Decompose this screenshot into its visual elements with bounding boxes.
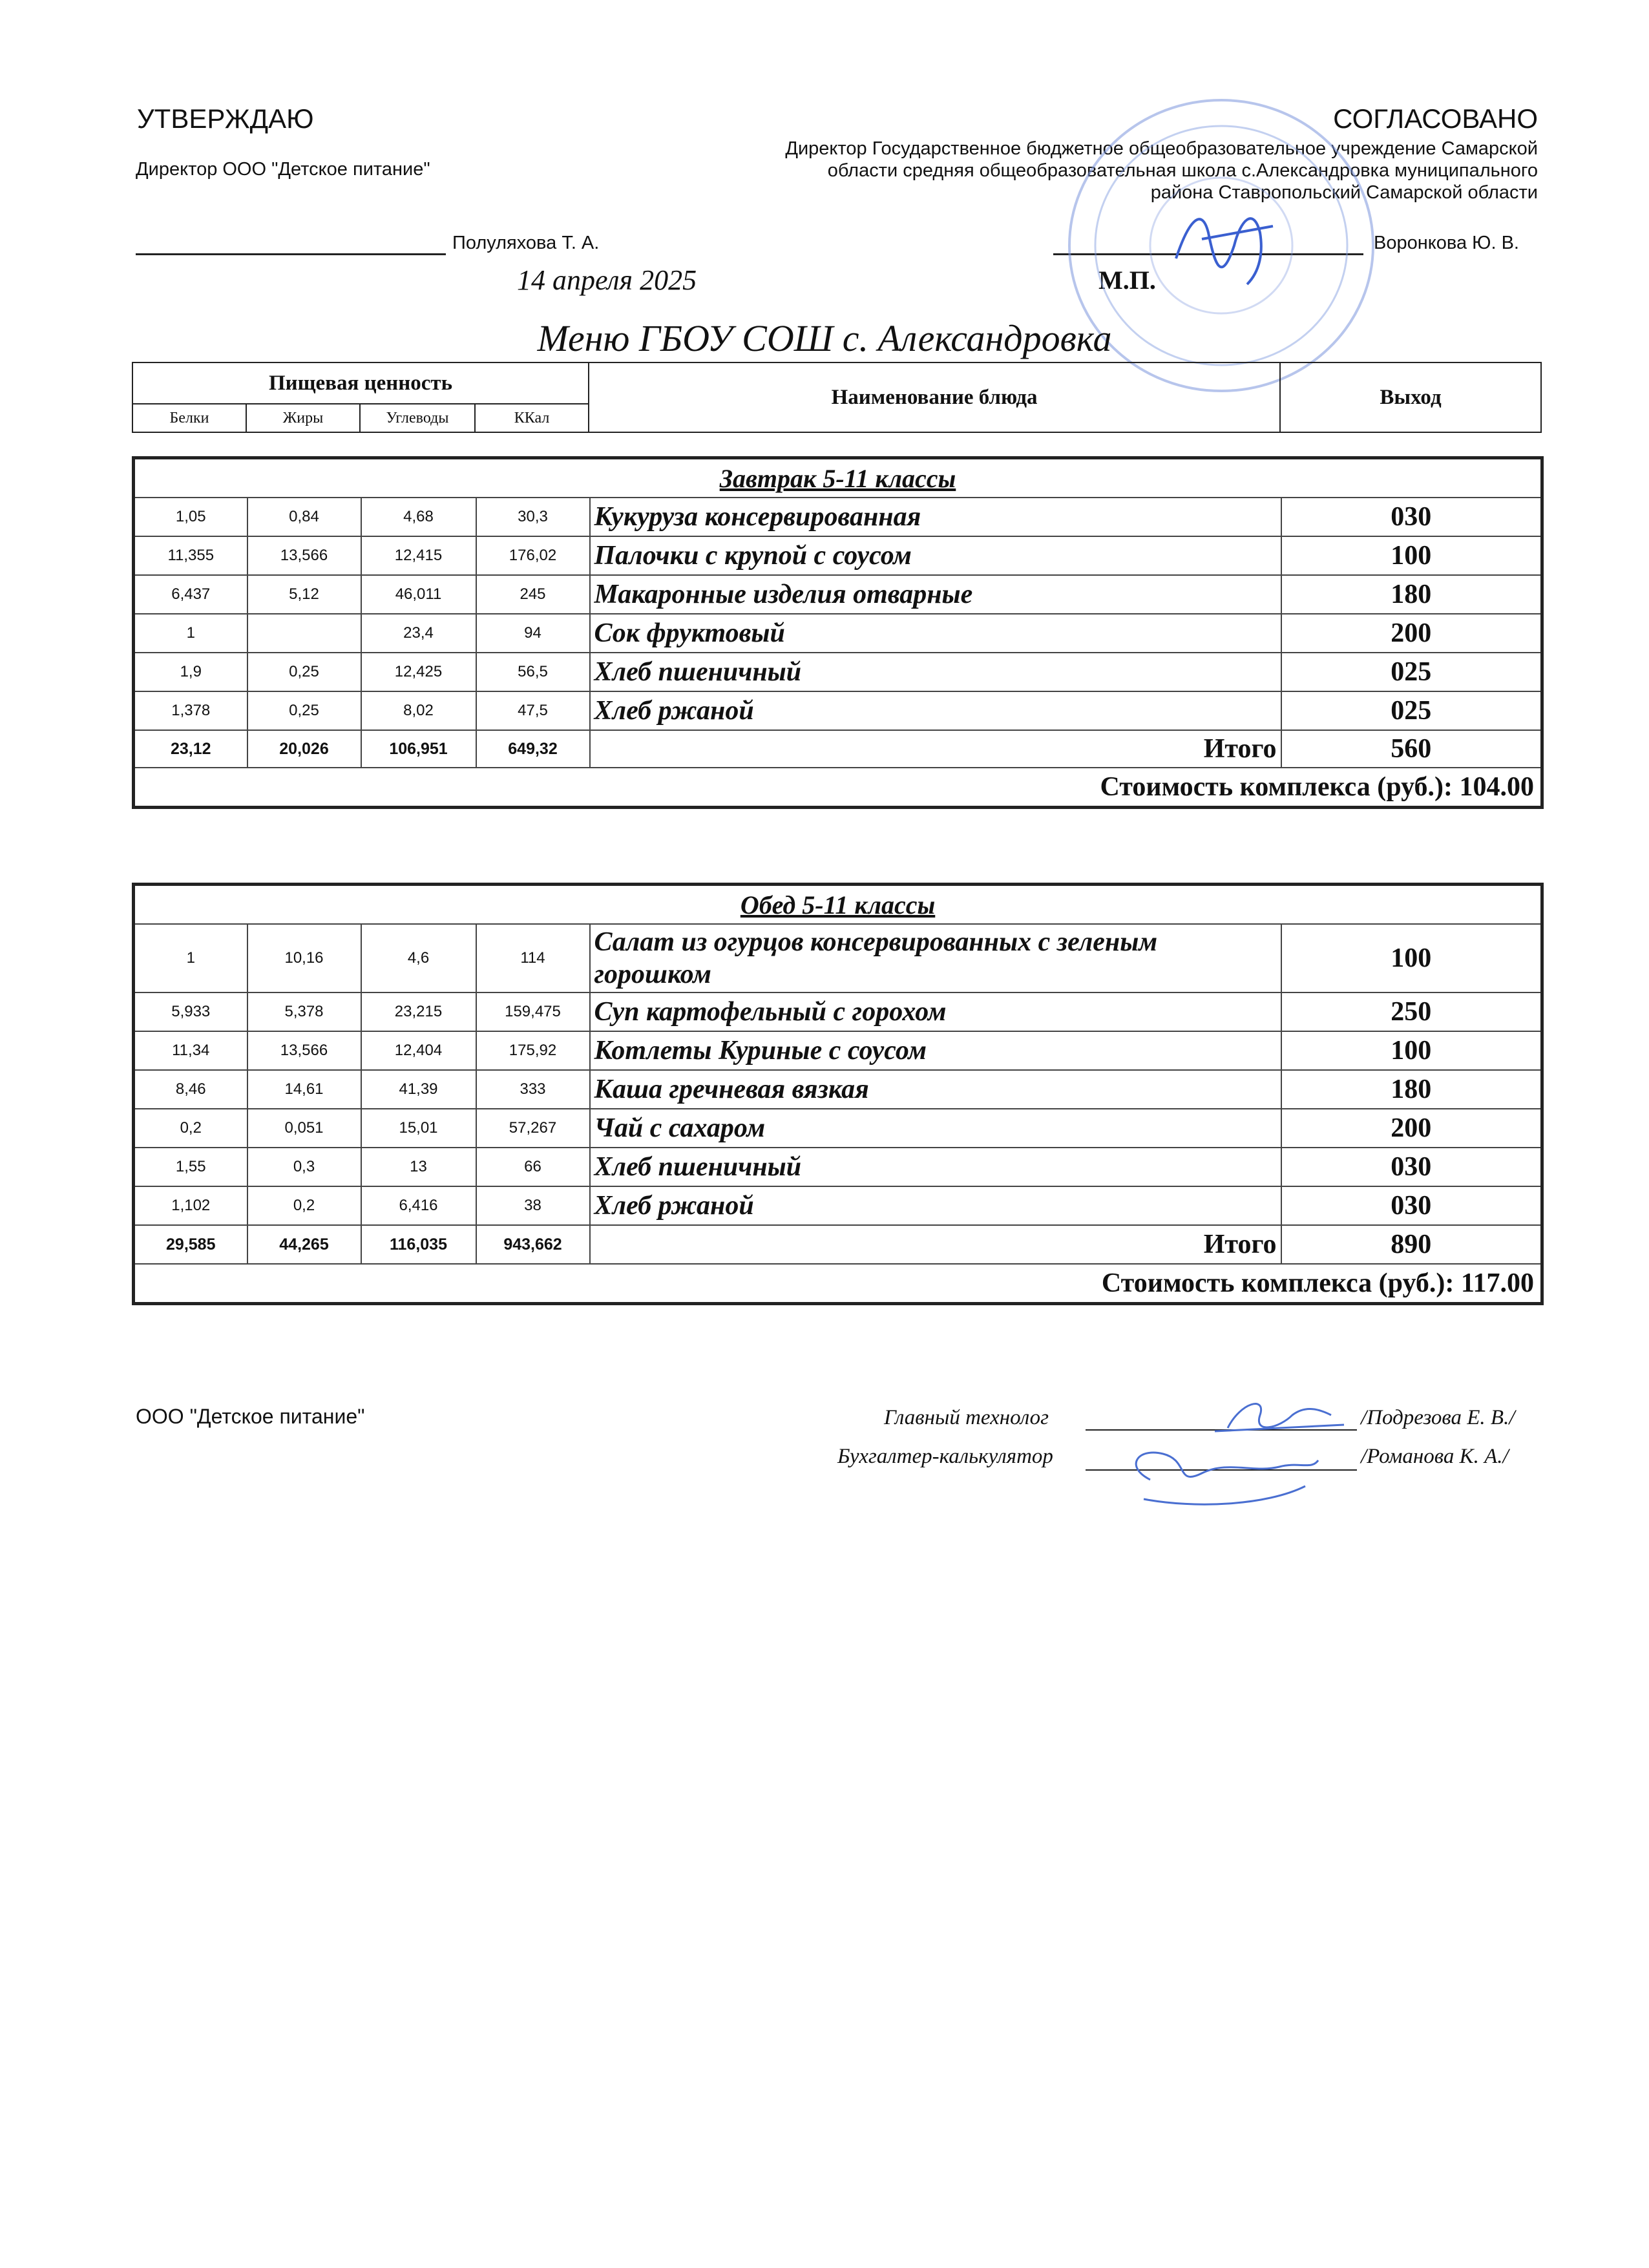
table-row — [134, 653, 1542, 691]
table-row — [134, 691, 1542, 730]
cell-kcal: 57,267 — [476, 1109, 590, 1148]
header-fat: Жиры — [246, 404, 360, 432]
cell-carbs: 12,404 — [361, 1031, 476, 1070]
approve-signature-line — [136, 253, 446, 255]
header-protein: Белки — [132, 404, 246, 432]
cell-kcal: 47,5 — [476, 691, 590, 730]
approve-date: 14 апреля 2025 — [517, 264, 697, 296]
cell-carbs: 8,02 — [361, 691, 476, 730]
cell-protein: 11,355 — [134, 536, 247, 575]
cell-output: 030 — [1281, 1148, 1542, 1186]
table-row — [134, 536, 1542, 575]
cell-kcal: 114 — [476, 924, 590, 992]
lunch-table — [132, 883, 1544, 1305]
total-output: 890 — [1281, 1225, 1542, 1264]
total-output: 560 — [1281, 730, 1542, 768]
cell-output: 025 — [1281, 653, 1542, 691]
cell-carbs: 12,425 — [361, 653, 476, 691]
cell-carbs: 15,01 — [361, 1109, 476, 1148]
stamp-label: М.П. — [1098, 266, 1156, 295]
total-carbs: 106,951 — [361, 730, 476, 768]
page-title: Меню ГБОУ СОШ с. Александровка — [537, 317, 1112, 359]
cell-protein: 1,05 — [134, 498, 247, 536]
footer-acc-name: /Романова К. А./ — [1361, 1445, 1509, 1468]
total-fat: 20,026 — [247, 730, 361, 768]
cell-dish-name: Палочки с крупой с соусом — [590, 536, 1281, 575]
footer-tech-name: /Подрезова Е. В./ — [1361, 1406, 1515, 1429]
cell-fat: 0,25 — [247, 653, 361, 691]
cell-carbs: 23,4 — [361, 614, 476, 653]
cell-dish-name: Суп картофельный с горохом — [590, 992, 1281, 1031]
cell-protein: 8,46 — [134, 1070, 247, 1109]
cell-kcal: 175,92 — [476, 1031, 590, 1070]
cell-fat: 14,61 — [247, 1070, 361, 1109]
cell-protein: 1 — [134, 614, 247, 653]
cell-dish-name: Хлеб ржаной — [590, 691, 1281, 730]
cell-dish-name: Макаронные изделия отварные — [590, 575, 1281, 614]
cell-kcal: 333 — [476, 1070, 590, 1109]
cell-carbs: 6,416 — [361, 1186, 476, 1225]
cell-fat: 10,16 — [247, 924, 361, 992]
approve-name: Полуляхова Т. А. — [452, 233, 600, 253]
table-row — [134, 575, 1542, 614]
column-header-table — [132, 362, 1542, 433]
breakfast-cost: Стоимость комплекса (руб.): 104.00 — [134, 768, 1542, 808]
breakfast-table — [132, 456, 1544, 809]
cell-carbs: 4,6 — [361, 924, 476, 992]
table-row — [134, 498, 1542, 536]
total-protein: 23,12 — [134, 730, 247, 768]
cell-kcal: 38 — [476, 1186, 590, 1225]
cell-kcal: 245 — [476, 575, 590, 614]
cell-protein: 1 — [134, 924, 247, 992]
agree-heading: СОГЛАСОВАНО — [1333, 103, 1538, 134]
cell-protein: 1,9 — [134, 653, 247, 691]
cell-kcal: 30,3 — [476, 498, 590, 536]
cell-output: 030 — [1281, 1186, 1542, 1225]
cell-fat: 5,12 — [247, 575, 361, 614]
cell-fat: 13,566 — [247, 536, 361, 575]
cell-fat: 0,2 — [247, 1186, 361, 1225]
cell-output: 180 — [1281, 575, 1542, 614]
cell-output: 100 — [1281, 1031, 1542, 1070]
cell-dish-name: Хлеб ржаной — [590, 1186, 1281, 1225]
cell-output: 200 — [1281, 1109, 1542, 1148]
footer-tech-role: Главный технолог — [884, 1406, 1049, 1429]
cell-protein: 1,102 — [134, 1186, 247, 1225]
cell-output: 250 — [1281, 992, 1542, 1031]
total-kcal: 649,32 — [476, 730, 590, 768]
cell-dish-name: Хлеб пшеничный — [590, 653, 1281, 691]
header-carbs: Углеводы — [360, 404, 475, 432]
table-row — [134, 924, 1542, 992]
header-output: Выход — [1280, 362, 1541, 432]
table-row — [134, 992, 1542, 1031]
agree-name: Воронкова Ю. В. — [1374, 233, 1519, 253]
cell-fat: 0,051 — [247, 1109, 361, 1148]
header-dish: Наименование блюда — [589, 362, 1280, 432]
cell-output: 100 — [1281, 536, 1542, 575]
lunch-total-row — [134, 1225, 1542, 1264]
lunch-cost: Стоимость комплекса (руб.): 117.00 — [134, 1264, 1542, 1304]
cell-protein: 11,34 — [134, 1031, 247, 1070]
cell-carbs: 41,39 — [361, 1070, 476, 1109]
cell-carbs: 23,215 — [361, 992, 476, 1031]
cell-dish-name: Хлеб пшеничный — [590, 1148, 1281, 1186]
cell-fat: 0,84 — [247, 498, 361, 536]
cell-dish-name: Котлеты Куриные с соусом — [590, 1031, 1281, 1070]
total-kcal: 943,662 — [476, 1225, 590, 1264]
cell-kcal: 159,475 — [476, 992, 590, 1031]
cell-kcal: 66 — [476, 1148, 590, 1186]
cell-dish-name: Сок фруктовый — [590, 614, 1281, 653]
agree-signature — [1163, 194, 1292, 297]
total-protein: 29,585 — [134, 1225, 247, 1264]
approve-heading: УТВЕРЖДАЮ — [137, 103, 314, 134]
cell-output: 025 — [1281, 691, 1542, 730]
total-fat: 44,265 — [247, 1225, 361, 1264]
cell-kcal: 94 — [476, 614, 590, 653]
breakfast-title: Завтрак 5-11 классы — [134, 458, 1542, 498]
cell-kcal: 176,02 — [476, 536, 590, 575]
table-row — [134, 614, 1542, 653]
cell-output: 030 — [1281, 498, 1542, 536]
cell-dish-name: Салат из огурцов консервированных с зеленым горошком — [590, 924, 1281, 992]
total-carbs: 116,035 — [361, 1225, 476, 1264]
cell-dish-name: Каша гречневая вязкая — [590, 1070, 1281, 1109]
agree-position-line3: района Ставропольский Самарской области — [1150, 182, 1538, 203]
breakfast-total-row — [134, 730, 1542, 768]
cell-dish-name: Чай с сахаром — [590, 1109, 1281, 1148]
total-label: Итого — [590, 1225, 1281, 1264]
cell-protein: 5,933 — [134, 992, 247, 1031]
header-nutrition: Пищевая ценность — [132, 362, 589, 404]
total-label: Итого — [590, 730, 1281, 768]
cell-fat: 0,25 — [247, 691, 361, 730]
footer-acc-role: Бухгалтер-калькулятор — [837, 1445, 1053, 1468]
agree-position-line1: Директор Государственное бюджетное общеобразовательное учреждение Самарской — [785, 138, 1538, 159]
cell-output: 180 — [1281, 1070, 1542, 1109]
cell-carbs: 46,011 — [361, 575, 476, 614]
cell-protein: 1,378 — [134, 691, 247, 730]
cell-protein: 0,2 — [134, 1109, 247, 1148]
table-row — [134, 1148, 1542, 1186]
table-row — [134, 1031, 1542, 1070]
cell-carbs: 12,415 — [361, 536, 476, 575]
cell-fat: 13,566 — [247, 1031, 361, 1070]
table-row — [134, 1186, 1542, 1225]
cell-protein: 6,437 — [134, 575, 247, 614]
cell-dish-name: Кукуруза консервированная — [590, 498, 1281, 536]
header-kcal: ККал — [475, 404, 589, 432]
cell-fat — [247, 614, 361, 653]
lunch-title: Обед 5-11 классы — [134, 885, 1542, 925]
table-row — [134, 1070, 1542, 1109]
cell-fat: 5,378 — [247, 992, 361, 1031]
cell-fat: 0,3 — [247, 1148, 361, 1186]
agree-position-line2: области средняя общеобразовательная школа с.Александровка муниципального — [827, 160, 1538, 181]
table-row — [134, 1109, 1542, 1148]
cell-carbs: 4,68 — [361, 498, 476, 536]
cell-protein: 1,55 — [134, 1148, 247, 1186]
cell-carbs: 13 — [361, 1148, 476, 1186]
cell-output: 100 — [1281, 924, 1542, 992]
footer-signatures — [1098, 1389, 1370, 1512]
approve-position: Директор ООО "Детское питание" — [136, 159, 430, 180]
footer-org: ООО "Детское питание" — [136, 1405, 365, 1428]
cell-output: 200 — [1281, 614, 1542, 653]
cell-kcal: 56,5 — [476, 653, 590, 691]
